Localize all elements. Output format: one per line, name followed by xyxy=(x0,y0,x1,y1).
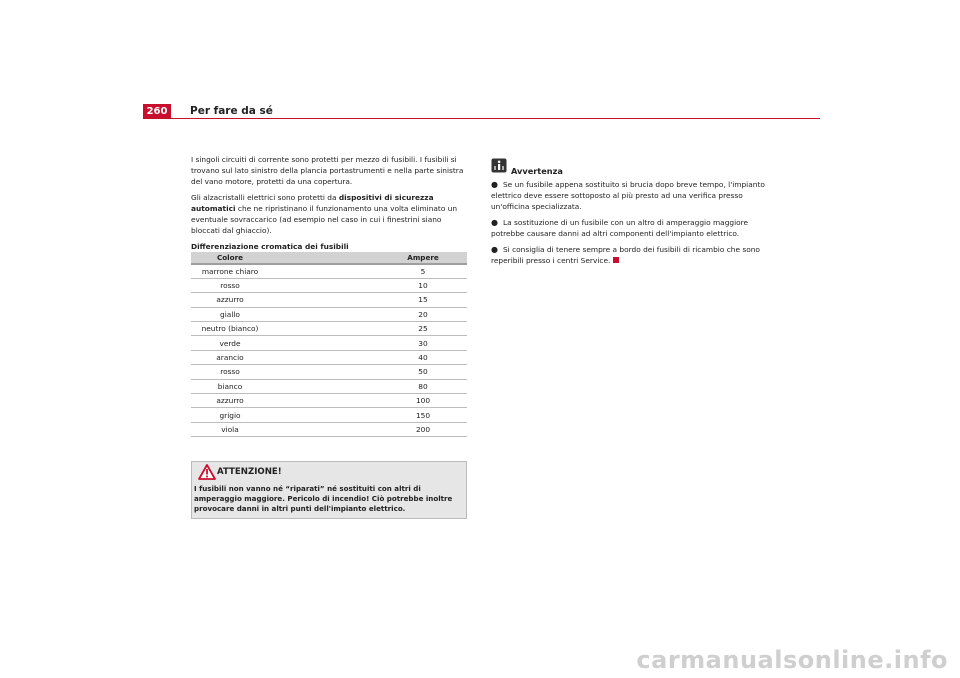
table-row: viola 200 xyxy=(191,422,467,436)
end-mark-icon xyxy=(613,257,619,263)
warning-title: ATTENZIONE! xyxy=(217,467,282,477)
table-row: azzurro 15 xyxy=(191,293,467,307)
table-row: neutro (bianco) 25 xyxy=(191,322,467,336)
bullet-icon: ● xyxy=(491,180,498,189)
left-column xyxy=(191,154,467,257)
warning-text: I fusibili non vanno né “riparati” né sostituiti con altri di amperaggio maggiore. Pericolo di incendio! Ciò potrebbe inoltre provocare danni in altri punti dell'impianto elettrico. xyxy=(194,484,453,513)
list-item: ● La sostituzione di un fusibile con un altro di amperaggio maggiore potrebbe causare danni ad altri componenti dell'impianto elettrico. xyxy=(491,218,749,238)
column-header-colore: Colore xyxy=(191,252,329,264)
list-item: ● Se un fusibile appena sostituito si brucia dopo breve tempo, l'impianto elettrico deve essere sottoposto al più presto ad una verifica presso un'officina specializzata. xyxy=(491,180,765,211)
table-row: azzurro 100 xyxy=(191,394,467,408)
warning-box xyxy=(191,461,467,519)
table-header-row xyxy=(191,252,467,264)
fuse-color-table xyxy=(191,252,467,437)
bullet-icon: ● xyxy=(491,245,498,254)
note-title: Avvertenza xyxy=(511,166,563,176)
table-row: giallo 20 xyxy=(191,307,467,321)
table-row: arancio 40 xyxy=(191,350,467,364)
table-row: rosso 10 xyxy=(191,278,467,292)
page-number: 260 xyxy=(143,104,171,119)
table-row: grigio 150 xyxy=(191,408,467,422)
column-header-ampere: Ampere xyxy=(329,252,467,264)
intro-paragraph-2: Gli alzacristalli elettrici sono protetti da dispositivi di sicurezza automatici che ne ripristinano il funzionamento una volta eliminato un eventuale sovraccarico (ad esempio nel caso in cui i finestrini siano bloccati dal ghiaccio). xyxy=(191,193,458,235)
note-list xyxy=(491,179,771,271)
info-note-icon xyxy=(491,158,507,173)
watermark: carmanualsonline.info xyxy=(636,646,948,674)
table-subtitle: Differenziazione cromatica dei fusibili xyxy=(191,242,349,251)
table-row: verde 30 xyxy=(191,336,467,350)
bullet-icon: ● xyxy=(491,218,498,227)
page-title: Per fare da sé xyxy=(190,105,273,117)
table-row: bianco 80 xyxy=(191,379,467,393)
warning-triangle-icon xyxy=(198,464,216,480)
table-row: marrone chiaro 5 xyxy=(191,264,467,278)
intro-paragraph-1: I singoli circuiti di corrente sono protetti per mezzo di fusibili. I fusibili si trovano sul lato sinistro della plancia portastrumenti e nella parte sinistra del vano motore, protetti da una copertura. xyxy=(191,155,464,186)
table-row: rosso 50 xyxy=(191,365,467,379)
list-item: ● Si consiglia di tenere sempre a bordo dei fusibili di ricambio che sono reperibili presso i centri Service. xyxy=(491,245,760,265)
